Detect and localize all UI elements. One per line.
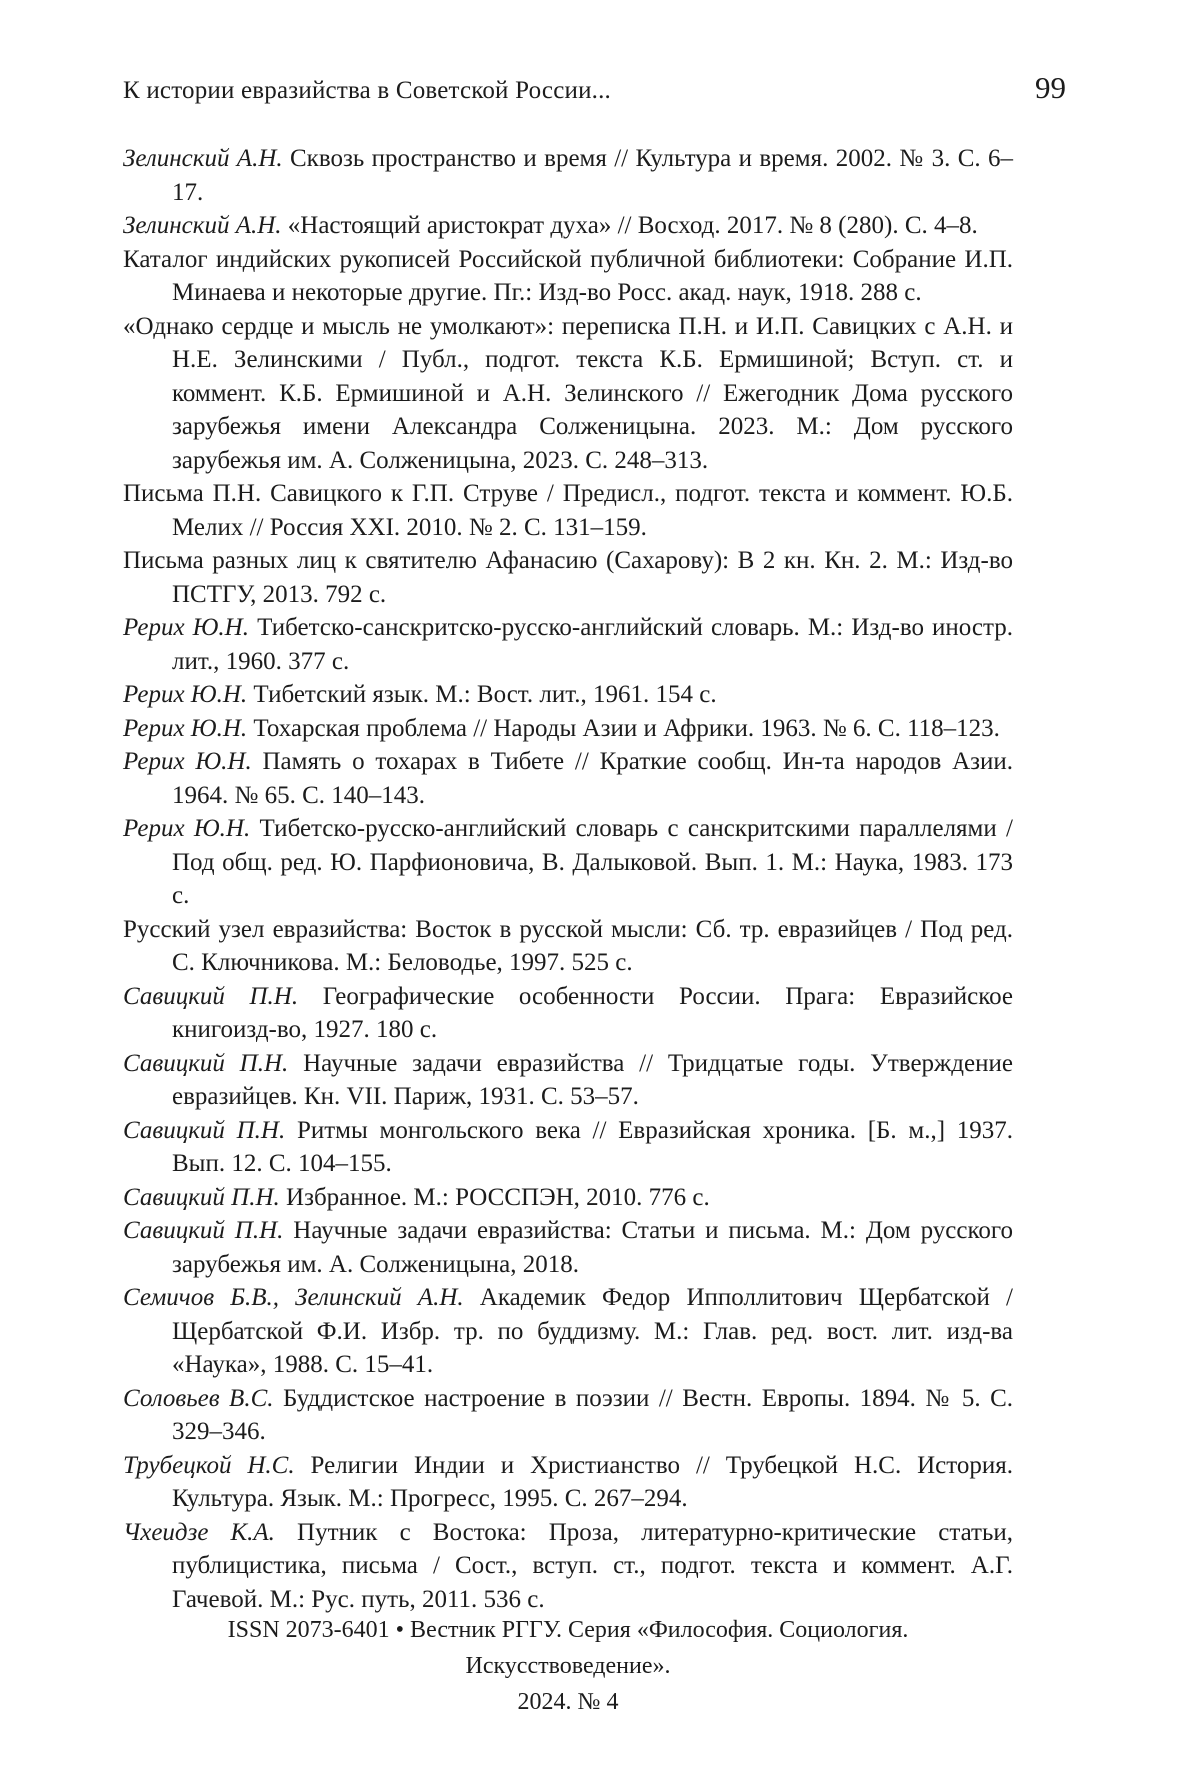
reference-entry xyxy=(123,477,1013,544)
reference-entry xyxy=(123,712,1013,746)
reference-text: «Однако сердце и мысль не умолкают»: переписка П.Н. и И.П. Савицких с А.Н. и Н.Е. Зелинскими / Публ., подгот. текста К.Б. Ермишиной; Вступ. ст. и коммент. К.Б. Ермишиной и А.Н. Зелинского // Ежегодник Дома русского зарубежья имени Александра Солженицына. 2023. М.: Дом русского зарубежья им. А. Солженицына, 2023. С. 248–313. xyxy=(123,312,1013,474)
reference-text: Избранное. М.: РОССПЭН, 2010. 776 с. xyxy=(279,1183,710,1211)
reference-text: Научные задачи евразийства: Статьи и письма. М.: Дом русского зарубежья им. А. Солженицына, 2018. xyxy=(172,1217,1013,1278)
reference-entry xyxy=(123,1281,1013,1382)
references-list xyxy=(123,142,1013,1616)
reference-text: Научные задачи евразийства // Тридцатые годы. Утверждение евразийцев. Кн. VII. Париж, 1931. С. 53–57. xyxy=(172,1049,1013,1110)
reference-text: Академик Федор Ипполлитович Щербатской / Щербатской Ф.И. Избр. тр. по буддизму. М.: Глав. ред. вост. лит. изд-ва «Наука», 1988. С. 15–41. xyxy=(172,1284,1013,1378)
reference-entry xyxy=(123,1382,1013,1449)
reference-authors: Соловьев В.С. xyxy=(123,1384,274,1412)
reference-authors: Рерих Ю.Н. xyxy=(123,748,252,775)
reference-authors: Рерих Ю.Н. xyxy=(123,681,248,708)
reference-entry xyxy=(123,745,1013,812)
reference-text: Буддистское настроение в поэзии // Вестн. Европы. 1894. № 5. С. 329–346. xyxy=(172,1384,1013,1445)
page-header xyxy=(123,70,1066,106)
page-footer xyxy=(123,1612,1013,1720)
reference-entry xyxy=(123,1214,1013,1281)
reference-authors: Зелинский А.Н. xyxy=(123,145,283,172)
reference-authors: Семичов Б.В., Зелинский А.Н. xyxy=(123,1284,464,1311)
reference-entry xyxy=(123,1516,1013,1617)
reference-text: Географические особенности России. Прага: Евразийское книгоизд-во, 1927. 180 с. xyxy=(172,982,1013,1043)
footer-issue-line: 2024. № 4 xyxy=(517,1689,619,1715)
reference-text: «Настоящий аристократ духа» // Восход. 2017. № 8 (280). С. 4–8. xyxy=(281,212,978,239)
reference-entry xyxy=(123,1181,1013,1215)
reference-entry xyxy=(123,678,1013,712)
reference-entry xyxy=(123,544,1013,611)
reference-entry xyxy=(123,980,1013,1047)
reference-authors: Савицкий П.Н. xyxy=(123,1049,289,1077)
reference-authors: Савицкий П.Н. xyxy=(123,1116,286,1144)
reference-text: Путник с Востока: Проза, литературно-критические статьи, публицистика, письма / Сост., вступ. ст., подгот. текста и коммент. А.Г. Гачевой. М.: Рус. путь, 2011. 536 с. xyxy=(172,1518,1013,1613)
reference-text: Тохарская проблема // Народы Азии и Африки. 1963. № 6. С. 118–123. xyxy=(247,714,1000,742)
reference-authors: Рерих Ю.Н. xyxy=(123,714,248,742)
reference-authors: Рерих Ю.Н. xyxy=(123,614,249,641)
footer-issn-line: ISSN 2073-6401 • Вестник РГГУ. Серия «Философия. Социология. Искусствоведение». xyxy=(227,1617,909,1679)
reference-entry xyxy=(123,1449,1013,1516)
reference-authors: Савицкий П.Н. xyxy=(123,982,299,1010)
reference-text: Память о тохарах в Тибете // Краткие сообщ. Ин-та народов Азии. 1964. № 65. С. 140–143. xyxy=(172,748,1014,809)
reference-authors: Чхеидзе К.А. xyxy=(123,1518,275,1546)
reference-text: Письма разных лиц к святителю Афанасию (Сахарову): В 2 кн. Кн. 2. М.: Изд-во ПСТГУ, 2013. 792 с. xyxy=(123,547,1013,608)
reference-entry xyxy=(123,812,1013,913)
reference-text: Тибетский язык. М.: Вост. лит., 1961. 154 с. xyxy=(247,681,717,708)
reference-entry xyxy=(123,611,1013,678)
reference-text: Письма П.Н. Савицкого к Г.П. Струве / Предисл., подгот. текста и коммент. Ю.Б. Мелих // Россия XXI. 2010. № 2. С. 131–159. xyxy=(123,480,1013,541)
reference-authors: Зелинский А.Н. xyxy=(123,212,282,239)
reference-authors: Трубецкой Н.С. xyxy=(123,1451,295,1479)
reference-entry xyxy=(123,1114,1013,1181)
reference-text: Тибетско-русско-английский словарь с санскритскими параллелями / Под общ. ред. Ю. Парфионовича, В. Далыковой. Вып. 1. М.: Наука, 1983. 173 с. xyxy=(172,815,1014,909)
reference-text: Тибетско-санскритско-русско-английский словарь. М.: Изд-во иностр. лит., 1960. 377 с. xyxy=(172,614,1013,675)
reference-text: Ритмы монгольского века // Евразийская хроника. [Б. м.,] 1937. Вып. 12. С. 104–155. xyxy=(172,1116,1013,1177)
running-title: К истории евразийства в Советской России... xyxy=(123,77,611,104)
reference-text: Каталог индийских рукописей Российской публичной библиотеки: Собрание И.П. Минаева и некоторые другие. Пг.: Изд-во Росс. акад. наук, 1918. 288 с. xyxy=(123,245,1013,306)
reference-text: Религии Индии и Христианство // Трубецкой Н.С. История. Культура. Язык. М.: Прогресс, 1995. С. 267–294. xyxy=(172,1451,1013,1512)
reference-entry xyxy=(123,243,1013,310)
reference-authors: Савицкий П.Н. xyxy=(123,1217,284,1244)
reference-entry xyxy=(123,913,1013,980)
reference-entry xyxy=(123,209,1013,243)
reference-text: Русский узел евразийства: Восток в русской мысли: Сб. тр. евразийцев / Под ред. С. Ключникова. М.: Беловодье, 1997. 525 с. xyxy=(123,915,1013,976)
reference-authors: Савицкий П.Н. xyxy=(123,1183,280,1211)
reference-entry xyxy=(123,310,1013,478)
reference-entry xyxy=(123,1047,1013,1114)
reference-entry xyxy=(123,142,1013,209)
reference-authors: Рерих Ю.Н. xyxy=(123,815,251,842)
page-number: 99 xyxy=(1035,70,1066,105)
reference-text: Сквозь пространство и время // Культура и время. 2002. № 3. С. 6–17. xyxy=(172,145,1013,206)
